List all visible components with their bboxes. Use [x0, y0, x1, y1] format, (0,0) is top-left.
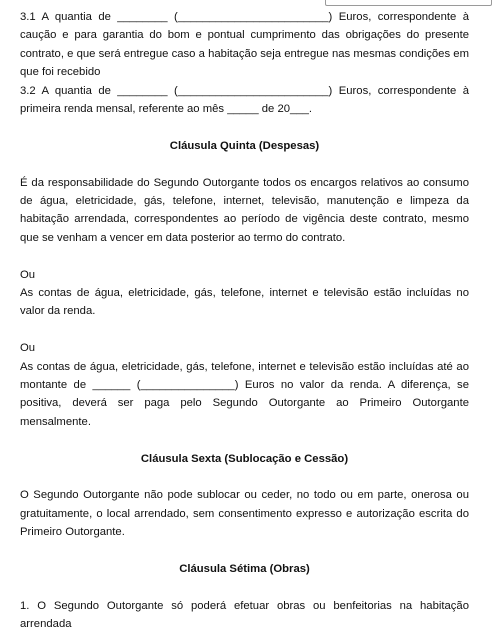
clause5-paragraph-2: As contas de água, eletricidade, gás, telefone, internet e televisão estão incluídas no valor da renda.: [20, 287, 469, 318]
or-label: Ou: [20, 268, 36, 281]
top-input-field[interactable]: [325, 0, 492, 6]
clause7-paragraph-1: 1. O Segundo Outorgante só poderá efetuar obras ou benfeitorias na habitação arrendada: [20, 599, 469, 631]
clause6-heading: Cláusula Sexta (Sublocação e Cessão): [140, 452, 349, 465]
clause5-heading: Cláusula Quinta (Despesas): [169, 139, 320, 152]
or-label: Ou: [20, 342, 36, 355]
document-body: [20, 8, 469, 634]
clause5-paragraph-1: É da responsabilidade do Segundo Outorgante todos os encargos relativos ao consumo de água, eletricidade, gás, telefone, internet, televisão, manutenção e limpeza da habitação arrendada, correspondentes ao período de vigência deste contrato, mesmo que se venham a vencer em data posterior ao termo do contrato.: [20, 176, 469, 244]
clause5-paragraph-3: As contas de água, eletricidade, gás, telefone, internet e televisão estão incluídas até ao montante de ______ (_______________) Euros no valor da renda. A diferença, se positiva, deverá ser paga pelo Segundo Outorgante ao Primeiro Outorgante mensalmente.: [20, 360, 469, 428]
clause6-paragraph-1: O Segundo Outorgante não pode sublocar ou ceder, no todo ou em parte, onerosa ou gratuitamente, o local arrendado, sem consentimento expresso e autorização escrita do Primeiro Outorgante.: [20, 489, 469, 539]
clause4-paragraph-1: 3.1 A quantia de ________ (________________________) Euros, correspondente à caução e para garantia do bom e pontual cumprimento das obrigações do presente contrato, e que será entregue caso a habitação seja entregue nas mesmas condições em que foi recebido: [20, 11, 469, 79]
clause4-paragraph-2: 3.2 A quantia de ________ (________________________) Euros, correspondente à primeira renda mensal, referente ao mês _____ de 20___.: [20, 84, 469, 116]
clause7-heading: Cláusula Sétima (Obras): [179, 563, 310, 576]
